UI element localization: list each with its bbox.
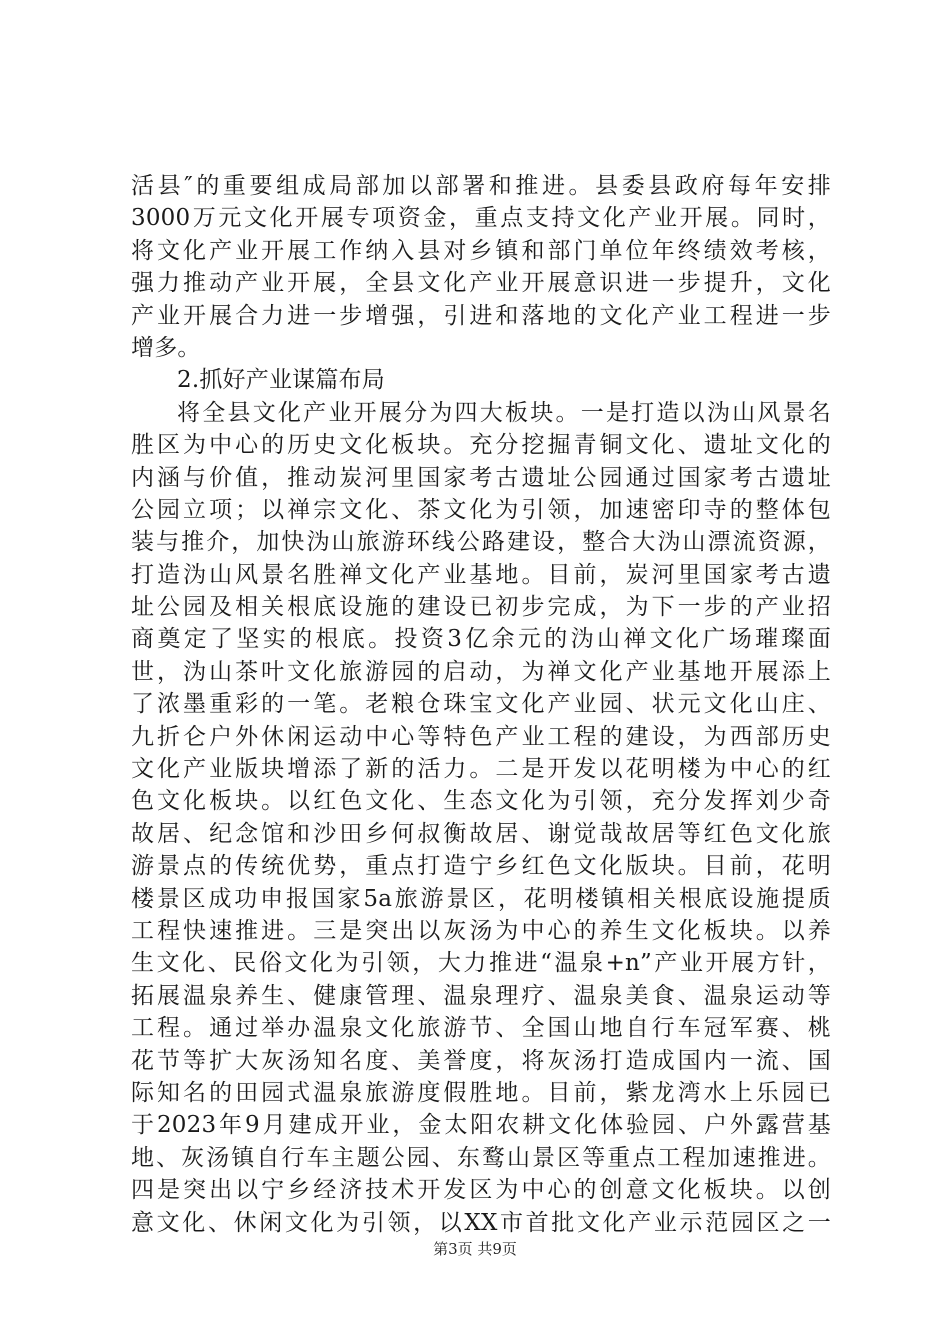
- text-line: 工程。通过举办温泉文化旅游节、全国山地自行车冠军赛、桃: [131, 1015, 831, 1042]
- text-line: 将文化产业开展工作纳入县对乡镇和部门单位年终绩效考核，: [131, 237, 831, 264]
- text-line: 3000万元文化开展专项资金，重点支持文化产业开展。同时，: [131, 205, 831, 232]
- text-line: 址公园及相关根底设施的建设已初步完成，为下一步的产业招: [131, 594, 831, 621]
- text-line: 生文化、民俗文化为引领，大力推进“温泉+n”产业开展方针，: [131, 950, 831, 977]
- text-line: 意文化、休闲文化为引领，以XX市首批文化产业示范园区之一: [131, 1209, 831, 1236]
- text-line: 活县″的重要组成局部加以部署和推进。县委县政府每年安排: [131, 173, 831, 199]
- text-line: 九折仑户外休闲运动中心等特色产业工程的建设，为西部历史: [131, 723, 831, 750]
- text-line: 强力推动产业开展，全县文化产业开展意识进一步提升，文化: [131, 270, 831, 297]
- section-heading: 2.抓好产业谋篇布局: [177, 367, 385, 394]
- text-line: 楼景区成功申报国家5a旅游景区，花明楼镇相关根底设施提质: [131, 885, 831, 912]
- text-line: 四是突出以宁乡经济技术开发区为中心的创意文化板块。以创: [131, 1177, 831, 1204]
- page-number-footer: 第3页 共9页: [433, 1240, 517, 1258]
- text-line: 打造沩山风景名胜禅文化产业基地。目前，炭河里国家考古遗: [131, 561, 831, 588]
- text-line: 拓展温泉养生、健康管理、温泉理疗、温泉美食、温泉运动等: [131, 982, 831, 1009]
- text-line: 了浓墨重彩的一笔。老粮仓珠宝文化产业园、状元文化山庄、: [131, 691, 831, 718]
- document-body: [131, 170, 831, 1239]
- text-line: 内涵与价值，推动炭河里国家考古遗址公园通过国家考古遗址: [131, 464, 831, 491]
- text-line: 游景点的传统优势，重点打造宁乡红色文化版块。目前，花明: [131, 853, 831, 880]
- text-line: 世，沩山茶叶文化旅游园的启动，为禅文化产业基地开展添上: [131, 658, 831, 685]
- text-line: 产业开展合力进一步增强，引进和落地的文化产业工程进一步: [131, 302, 831, 329]
- text-line: 胜区为中心的历史文化板块。充分挖掘青铜文化、遗址文化的: [131, 432, 831, 459]
- text-line: 地、灰汤镇自行车主题公园、东鹜山景区等重点工程加速推进。: [131, 1144, 831, 1171]
- text-line: 公园立项；以禅宗文化、茶文化为引领，加速密印寺的整体包: [131, 496, 831, 523]
- text-line: 工程快速推进。三是突出以灰汤为中心的养生文化板块。以养: [131, 917, 831, 944]
- text-line: 色文化板块。以红色文化、生态文化为引领，充分发挥刘少奇: [131, 788, 831, 815]
- text-line: 故居、纪念馆和沙田乡何叔衡故居、谢觉哉故居等红色文化旅: [131, 820, 831, 847]
- text-line: 增多。: [131, 334, 201, 361]
- text-line: 际知名的田园式温泉旅游度假胜地。目前，紫龙湾水上乐园已: [131, 1079, 831, 1106]
- text-line: 装与推介，加快沩山旅游环线公路建设，整合大沩山漂流资源，: [131, 529, 831, 556]
- text-line: 文化产业版块增添了新的活力。二是开发以花明楼为中心的红: [131, 756, 831, 783]
- text-line: 于2023年9月建成开业，金太阳农耕文化体验园、户外露营基: [131, 1112, 831, 1139]
- paragraph-first-line: 将全县文化产业开展分为四大板块。一是打造以沩山风景名: [177, 399, 831, 426]
- text-line: 花节等扩大灰汤知名度、美誉度，将灰汤打造成国内一流、国: [131, 1047, 831, 1074]
- text-line: 商奠定了坚实的根底。投资3亿余元的沩山禅文化广场璀璨面: [131, 626, 831, 653]
